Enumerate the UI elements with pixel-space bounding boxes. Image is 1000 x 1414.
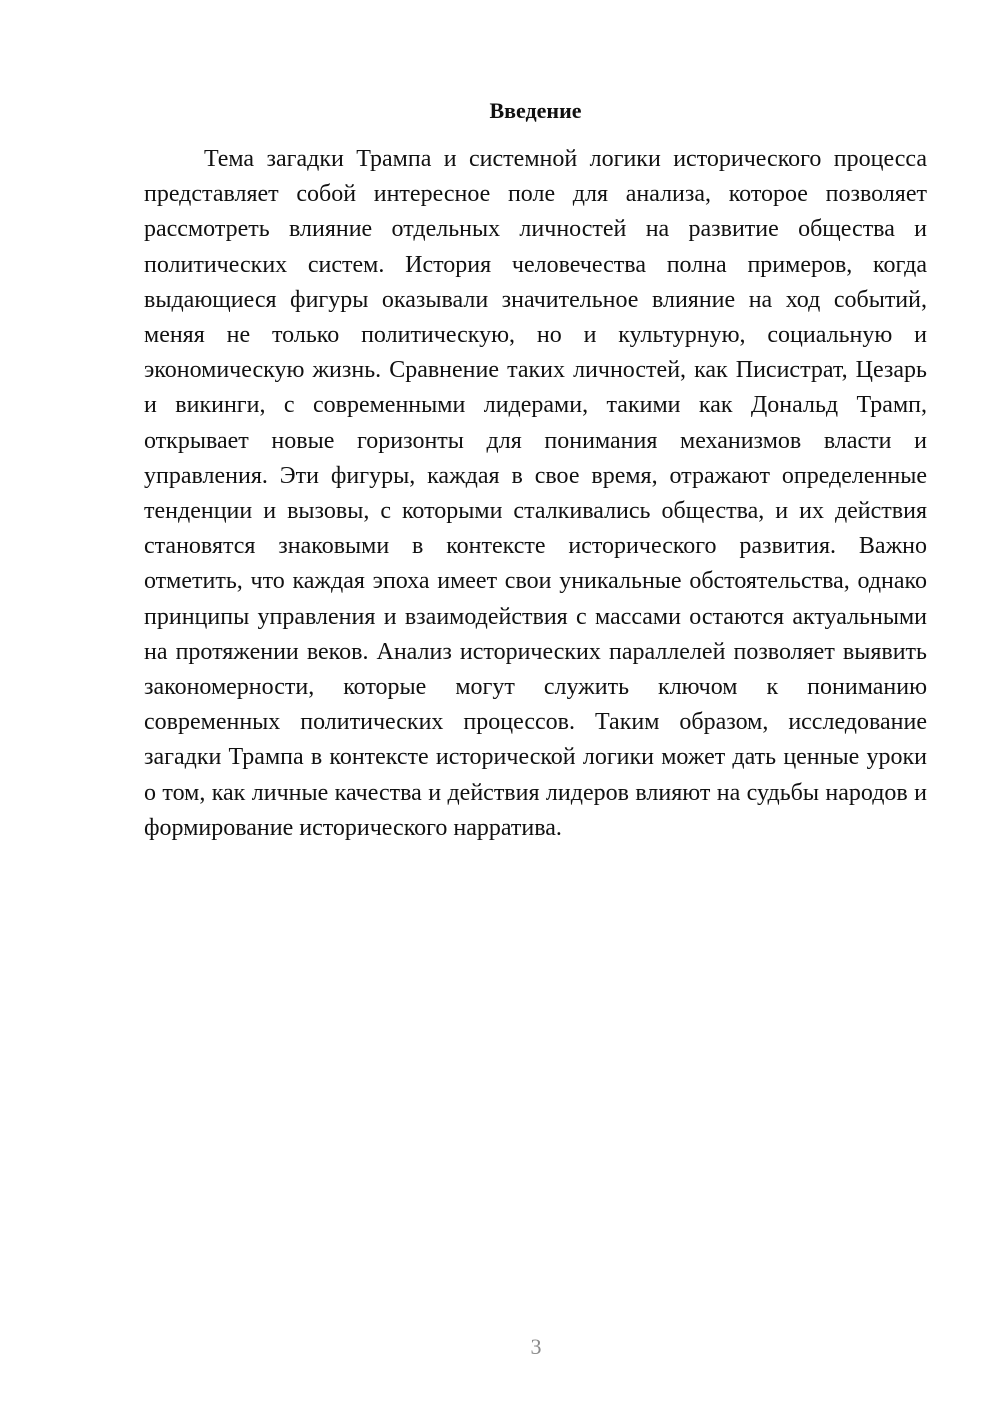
- page-number: 3: [530, 1334, 542, 1359]
- body-paragraph: Тема загадки Трампа и системной логики исторического процесса представляет собой интересное поле для анализа, которое позволяет рассмотреть влияние отдельных личностей на развитие общества и политических систем. История человечества полна примеров, когда выдающиеся фигуры оказывали значительное влияние на ход событий, меняя не только политическую, но и культурную, социальную и экономическую жизнь. Сравнение таких личностей, как Писистрат, Цезарь и викинги, с современными лидерами, такими как Дональд Трамп, открывает новые горизонты для понимания механизмов власти и управления. Эти фигуры, каждая в свое время, отражают определенные тенденции и вызовы, с которыми сталкивались общества, и их действия становятся знаковыми в контексте исторического развития. Важно отметить, что каждая эпоха имеет свои уникальные обстоятельства, однако принципы управления и взаимодействия с массами остаются актуальными на протяжении веков. Анализ исторических параллелей позволяет выявить закономерности, которые могут служить ключом к пониманию современных политических процессов. Таким образом, исследование загадки Трампа в контексте исторической логики может дать ценные уроки о том, как личные качества и действия лидеров влияют на судьбы народов и формирование исторического нарратива.: [144, 146, 927, 841]
- section-heading: Введение: [489, 98, 582, 123]
